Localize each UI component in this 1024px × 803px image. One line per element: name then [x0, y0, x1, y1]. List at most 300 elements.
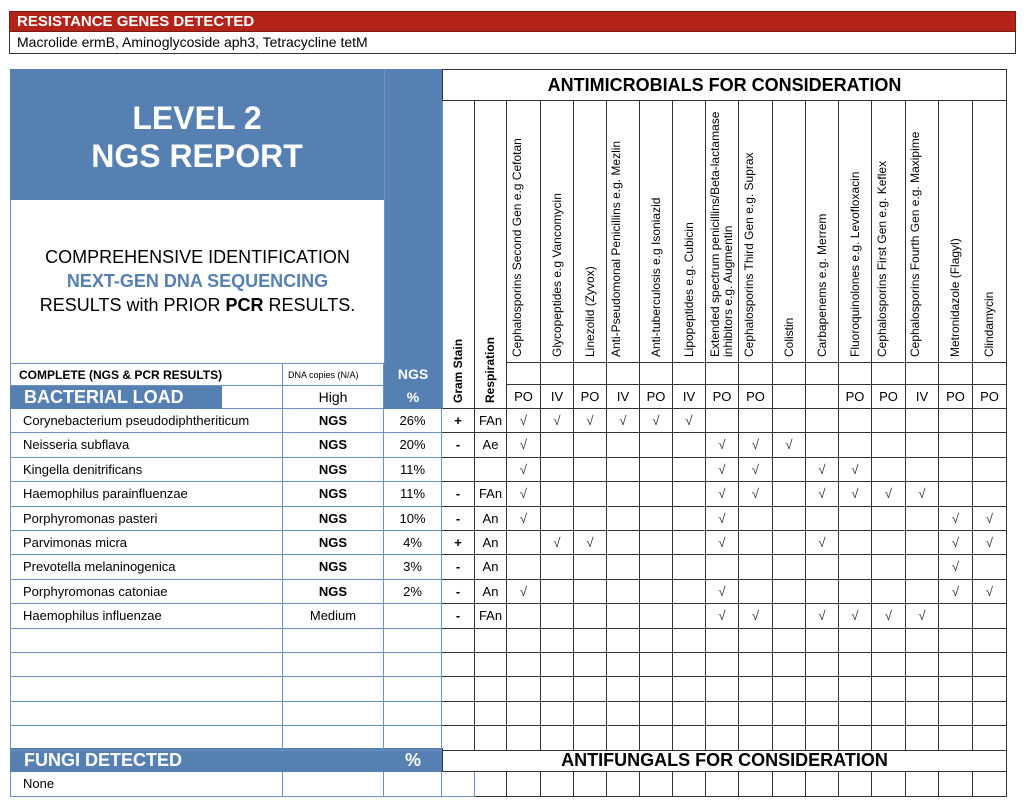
empty-cell	[607, 604, 640, 629]
check-mark-icon: √	[939, 580, 973, 604]
empty-cell	[574, 433, 607, 458]
empty-cell	[640, 604, 673, 629]
empty-cell	[541, 629, 574, 653]
empty-cell	[640, 507, 673, 531]
antimicrobial-header-label: Respiration	[483, 336, 497, 403]
report-title-line1: LEVEL 2	[132, 100, 262, 136]
organism-name: Haemophilus parainfluenzae	[10, 482, 283, 507]
empty-cell	[541, 677, 574, 702]
check-mark-icon: √	[739, 458, 773, 482]
empty-cell	[773, 772, 806, 797]
empty-cell	[872, 458, 906, 482]
empty-cell	[541, 482, 574, 507]
empty-cell	[773, 531, 806, 555]
check-mark-icon: √	[839, 482, 872, 507]
empty-cell	[806, 653, 839, 677]
bacterial-load-label: BACTERIAL LOAD	[10, 386, 222, 409]
percent-label: %	[406, 389, 420, 405]
empty-cell	[939, 482, 973, 507]
empty-cell	[607, 580, 640, 604]
empty-cell	[939, 726, 973, 751]
check-mark-icon: √	[507, 507, 541, 531]
route-cell: PO	[939, 385, 973, 409]
empty-cell	[475, 677, 507, 702]
empty-cell	[706, 409, 739, 433]
check-mark-icon: √	[739, 482, 773, 507]
empty-cell	[541, 580, 574, 604]
check-mark-icon: √	[872, 482, 906, 507]
abundance-percent: 26%	[384, 409, 442, 433]
empty-cell	[973, 677, 1007, 702]
antimicrobial-header-label: Extended spectrum penicillins/Beta-lactamase inhibitors e.g. Augmentin	[708, 111, 735, 357]
antimicrobial-header	[973, 101, 1007, 363]
antimicrobial-header	[673, 101, 706, 363]
empty-cell	[541, 555, 574, 580]
fungi-name: None	[10, 772, 283, 797]
empty-percent-cell	[384, 677, 442, 702]
empty-cell	[806, 555, 839, 580]
fungi-title: FUNGI DETECTED	[24, 750, 183, 770]
check-mark-icon: √	[939, 555, 973, 580]
empty-cell	[773, 653, 806, 677]
empty-cell	[939, 433, 973, 458]
empty-cell	[906, 531, 939, 555]
empty-cell	[607, 772, 640, 797]
empty-cell	[739, 409, 773, 433]
empty-method-cell	[283, 629, 384, 653]
empty-cell	[640, 629, 673, 653]
antimicrobial-header	[574, 101, 607, 363]
check-mark-icon: √	[973, 507, 1007, 531]
empty-cell	[673, 458, 706, 482]
empty-cell	[607, 653, 640, 677]
empty-cell	[806, 409, 839, 433]
empty-cell	[839, 629, 872, 653]
abundance-percent: 2%	[384, 580, 442, 604]
empty-cell	[872, 629, 906, 653]
check-mark-icon: √	[773, 433, 806, 458]
empty-cell	[673, 433, 706, 458]
empty-cell	[607, 677, 640, 702]
empty-cell	[507, 772, 541, 797]
empty-cell	[973, 702, 1007, 726]
empty-cell	[640, 458, 673, 482]
respiration-value: FAn	[475, 604, 507, 629]
check-mark-icon: √	[939, 507, 973, 531]
route-spacer-cell	[640, 363, 673, 385]
antimicrobial-header-label: Anti-Pseudomonal Penicillins e.g. Mezlin	[609, 140, 623, 357]
antimicrobial-header-label: Cephalosporins Fourth Gen e.g. Maxipime	[908, 131, 922, 357]
empty-cell	[906, 507, 939, 531]
empty-cell	[607, 702, 640, 726]
empty-organism-cell	[10, 653, 283, 677]
antimicrobial-header-label: Lipopeptides e.g. Cubicin	[681, 222, 696, 357]
empty-cell	[442, 653, 475, 677]
abundance-percent: 20%	[384, 433, 442, 458]
detection-method: NGS	[283, 580, 384, 604]
empty-cell	[541, 772, 574, 797]
antimicrobial-header	[706, 101, 739, 363]
check-mark-icon: √	[574, 409, 607, 433]
empty-cell	[739, 629, 773, 653]
respiration-header	[475, 101, 507, 409]
empty-cell	[839, 702, 872, 726]
abundance-percent: 4%	[384, 531, 442, 555]
empty-cell	[973, 482, 1007, 507]
organism-name: Porphyromonas catoniae	[10, 580, 283, 604]
empty-cell	[442, 702, 475, 726]
empty-cell	[541, 726, 574, 751]
empty-cell	[906, 458, 939, 482]
empty-cell	[872, 409, 906, 433]
empty-cell	[773, 677, 806, 702]
empty-cell	[773, 409, 806, 433]
dna-copies-label: DNA copies (N/A)	[283, 363, 384, 386]
empty-cell	[806, 580, 839, 604]
report-title-line2: NGS REPORT	[91, 138, 303, 174]
detection-method: NGS	[283, 409, 384, 433]
empty-cell	[706, 629, 739, 653]
route-cell: IV	[607, 385, 640, 409]
empty-cell	[673, 726, 706, 751]
empty-cell	[806, 726, 839, 751]
detection-method: NGS	[283, 433, 384, 458]
route-cell: PO	[574, 385, 607, 409]
empty-cell	[507, 677, 541, 702]
empty-cell	[939, 458, 973, 482]
organism-name: Corynebacterium pseudodiphtheriticum	[10, 409, 283, 433]
ngs-column-header-bg	[384, 69, 442, 363]
empty-cell	[872, 726, 906, 751]
empty-organism-cell	[10, 726, 283, 751]
empty-cell	[607, 726, 640, 751]
check-mark-icon: √	[806, 458, 839, 482]
empty-cell	[541, 458, 574, 482]
route-cell: IV	[673, 385, 706, 409]
empty-cell	[773, 702, 806, 726]
empty-cell	[739, 772, 773, 797]
check-mark-icon: √	[507, 580, 541, 604]
empty-cell	[384, 772, 442, 797]
empty-cell	[872, 772, 906, 797]
route-spacer-cell	[773, 363, 806, 385]
empty-cell	[739, 702, 773, 726]
check-mark-icon: √	[541, 531, 574, 555]
empty-percent-cell	[384, 629, 442, 653]
empty-cell	[574, 604, 607, 629]
empty-cell	[640, 482, 673, 507]
route-spacer-cell	[673, 363, 706, 385]
gram-stain-value: -	[442, 507, 475, 531]
empty-cell	[872, 555, 906, 580]
antimicrobial-header	[806, 101, 839, 363]
abundance-percent	[384, 604, 442, 629]
empty-cell	[739, 677, 773, 702]
empty-cell	[906, 653, 939, 677]
route-cell	[773, 385, 806, 409]
route-spacer-cell	[939, 363, 973, 385]
empty-cell	[640, 580, 673, 604]
detection-method: Medium	[283, 604, 384, 629]
empty-cell	[706, 653, 739, 677]
empty-cell	[706, 726, 739, 751]
empty-cell	[673, 482, 706, 507]
empty-method-cell	[283, 677, 384, 702]
empty-cell	[872, 702, 906, 726]
route-spacer-cell	[507, 363, 541, 385]
complete-results-label: COMPLETE (NGS & PCR RESULTS)	[10, 363, 283, 386]
empty-cell	[574, 772, 607, 797]
empty-cell	[773, 629, 806, 653]
empty-cell	[839, 653, 872, 677]
antimicrobial-header-label: Clindamycin	[982, 291, 996, 357]
empty-cell	[640, 772, 673, 797]
empty-cell	[673, 772, 706, 797]
abundance-percent: 10%	[384, 507, 442, 531]
abundance-percent: 11%	[384, 482, 442, 507]
route-spacer-cell	[973, 363, 1007, 385]
route-spacer-cell	[574, 363, 607, 385]
empty-cell	[939, 629, 973, 653]
empty-cell	[906, 433, 939, 458]
empty-cell	[872, 677, 906, 702]
antimicrobial-header-label: Carbapenems e.g. Merrem	[814, 213, 829, 357]
gram-stain-value: +	[442, 531, 475, 555]
empty-cell	[442, 726, 475, 751]
ngs-label: NGS	[397, 366, 429, 382]
empty-percent-cell	[384, 726, 442, 751]
check-mark-icon: √	[973, 531, 1007, 555]
empty-cell	[906, 580, 939, 604]
route-cell: PO	[640, 385, 673, 409]
empty-cell	[806, 507, 839, 531]
empty-cell	[507, 653, 541, 677]
empty-percent-cell	[384, 653, 442, 677]
route-cell: PO	[839, 385, 872, 409]
antimicrobial-header	[541, 101, 574, 363]
gram-stain-value: -	[442, 482, 475, 507]
empty-cell	[574, 653, 607, 677]
empty-cell	[973, 653, 1007, 677]
empty-cell	[673, 653, 706, 677]
empty-cell	[939, 409, 973, 433]
empty-cell	[973, 604, 1007, 629]
empty-cell	[839, 580, 872, 604]
check-mark-icon: √	[872, 604, 906, 629]
check-mark-icon: √	[507, 433, 541, 458]
route-spacer-cell	[872, 363, 906, 385]
antimicrobial-header-label: Cephalosporins First Gen e.g. Keflex	[874, 160, 889, 357]
empty-cell	[739, 726, 773, 751]
empty-cell	[574, 629, 607, 653]
check-mark-icon: √	[507, 458, 541, 482]
gram-stain-header	[442, 101, 475, 409]
empty-cell	[640, 555, 673, 580]
empty-cell	[839, 555, 872, 580]
empty-cell	[739, 531, 773, 555]
empty-cell	[574, 580, 607, 604]
gram-stain-value: +	[442, 409, 475, 433]
gram-stain-value	[442, 458, 475, 482]
empty-cell	[872, 580, 906, 604]
respiration-value: Ae	[475, 433, 507, 458]
empty-organism-cell	[10, 629, 283, 653]
antimicrobial-header-label: Glycopeptides e.g Vancomycin	[549, 193, 564, 357]
empty-cell	[507, 604, 541, 629]
antimicrobial-header	[939, 101, 973, 363]
check-mark-icon: √	[706, 433, 739, 458]
empty-cell	[939, 772, 973, 797]
empty-cell	[906, 772, 939, 797]
empty-cell	[839, 409, 872, 433]
empty-cell	[574, 555, 607, 580]
empty-cell	[906, 555, 939, 580]
empty-cell	[839, 507, 872, 531]
desc-line3-pcr: PCR	[225, 295, 264, 315]
empty-cell	[706, 702, 739, 726]
empty-cell	[706, 772, 739, 797]
empty-cell	[673, 531, 706, 555]
check-mark-icon: √	[939, 531, 973, 555]
empty-cell	[574, 702, 607, 726]
abundance-percent: 11%	[384, 458, 442, 482]
empty-cell	[607, 629, 640, 653]
empty-cell	[773, 580, 806, 604]
check-mark-icon: √	[541, 409, 574, 433]
empty-cell	[973, 458, 1007, 482]
empty-cell	[806, 629, 839, 653]
organism-name: Porphyromonas pasteri	[10, 507, 283, 531]
antimicrobial-header-label: Gram Stain	[451, 338, 465, 403]
check-mark-icon: √	[706, 580, 739, 604]
empty-cell	[574, 677, 607, 702]
antimicrobial-header	[872, 101, 906, 363]
empty-cell	[640, 702, 673, 726]
empty-cell	[475, 772, 507, 797]
empty-cell	[773, 458, 806, 482]
organism-name: Haemophilus influenzae	[10, 604, 283, 629]
detection-method: NGS	[283, 507, 384, 531]
route-cell: PO	[706, 385, 739, 409]
gram-stain-value: -	[442, 433, 475, 458]
empty-cell	[906, 702, 939, 726]
antimicrobial-header	[739, 101, 773, 363]
antimicrobial-header	[839, 101, 872, 363]
check-mark-icon: √	[706, 604, 739, 629]
gram-stain-value: -	[442, 580, 475, 604]
empty-cell	[806, 772, 839, 797]
empty-cell	[507, 531, 541, 555]
empty-cell	[507, 629, 541, 653]
empty-cell	[973, 555, 1007, 580]
route-cell: PO	[872, 385, 906, 409]
antimicrobial-header-label: Metronidazole (Flagyl)	[948, 238, 962, 357]
route-spacer-cell	[906, 363, 939, 385]
empty-cell	[906, 409, 939, 433]
empty-cell	[541, 604, 574, 629]
empty-cell	[507, 702, 541, 726]
empty-cell	[475, 629, 507, 653]
route-spacer-cell	[706, 363, 739, 385]
check-mark-icon: √	[507, 482, 541, 507]
empty-cell	[839, 772, 872, 797]
respiration-value: An	[475, 507, 507, 531]
desc-line3-a: RESULTS with PRIOR	[39, 295, 226, 315]
detection-method: NGS	[283, 482, 384, 507]
empty-cell	[773, 555, 806, 580]
route-spacer-cell	[839, 363, 872, 385]
empty-cell	[640, 653, 673, 677]
empty-cell	[541, 507, 574, 531]
antimicrobial-header	[906, 101, 939, 363]
respiration-value: FAn	[475, 482, 507, 507]
empty-cell	[541, 702, 574, 726]
check-mark-icon: √	[706, 531, 739, 555]
empty-cell	[673, 555, 706, 580]
empty-cell	[640, 531, 673, 555]
check-mark-icon: √	[839, 604, 872, 629]
empty-cell	[673, 629, 706, 653]
empty-cell	[739, 507, 773, 531]
empty-cell	[773, 604, 806, 629]
empty-cell	[607, 555, 640, 580]
empty-cell	[739, 653, 773, 677]
empty-cell	[673, 604, 706, 629]
empty-cell	[806, 677, 839, 702]
empty-cell	[607, 507, 640, 531]
desc-line3	[11, 293, 384, 317]
empty-cell	[541, 433, 574, 458]
empty-cell	[872, 433, 906, 458]
empty-cell	[839, 677, 872, 702]
check-mark-icon: √	[706, 458, 739, 482]
organism-name: Neisseria subflava	[10, 433, 283, 458]
empty-cell	[607, 482, 640, 507]
empty-cell	[939, 702, 973, 726]
ngs-percent-header	[384, 363, 442, 409]
check-mark-icon: √	[839, 458, 872, 482]
route-cell	[806, 385, 839, 409]
empty-cell	[607, 531, 640, 555]
empty-cell	[839, 531, 872, 555]
empty-cell	[640, 677, 673, 702]
empty-cell	[973, 433, 1007, 458]
empty-cell	[475, 726, 507, 751]
organism-name: Parvimonas micra	[10, 531, 283, 555]
empty-cell	[872, 531, 906, 555]
check-mark-icon: √	[806, 604, 839, 629]
fungi-percent-label: %	[404, 750, 421, 770]
empty-cell	[442, 677, 475, 702]
abundance-percent: 3%	[384, 555, 442, 580]
route-cell: IV	[541, 385, 574, 409]
empty-cell	[574, 726, 607, 751]
respiration-value: An	[475, 555, 507, 580]
empty-cell	[939, 653, 973, 677]
check-mark-icon: √	[706, 507, 739, 531]
check-mark-icon: √	[906, 604, 939, 629]
antimicrobials-header: ANTIMICROBIALS FOR CONSIDERATION	[442, 69, 1007, 101]
check-mark-icon: √	[806, 482, 839, 507]
antimicrobial-header	[640, 101, 673, 363]
empty-cell	[706, 555, 739, 580]
respiration-value: FAn	[475, 409, 507, 433]
detection-method: NGS	[283, 555, 384, 580]
detection-method: NGS	[283, 458, 384, 482]
gram-stain-value: -	[442, 555, 475, 580]
antimicrobial-header-label: Anti-tuberculosis e.g Isoniazid	[648, 197, 663, 357]
empty-cell	[773, 507, 806, 531]
